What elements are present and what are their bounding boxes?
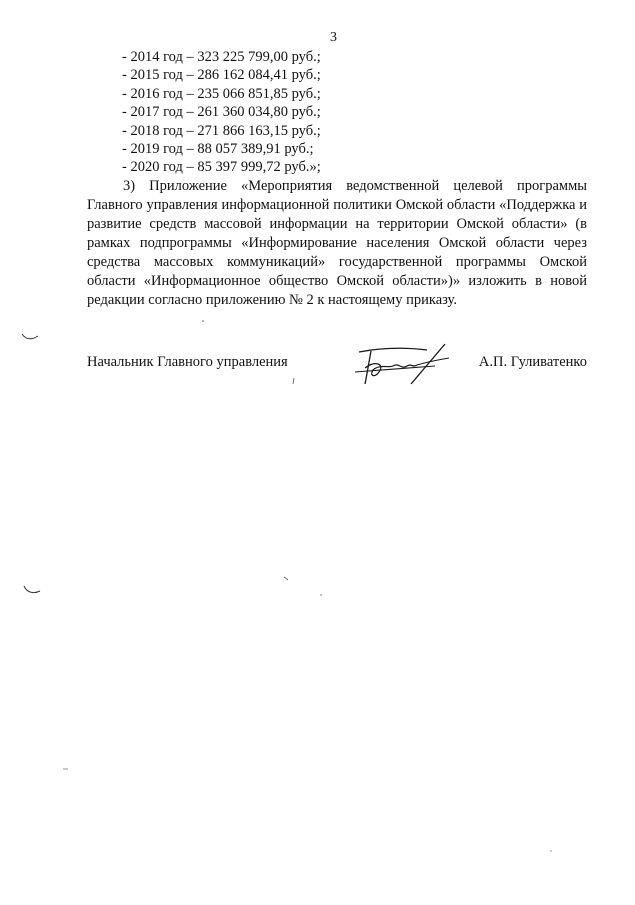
page-number: 3 <box>330 30 337 45</box>
scan-artifact-dot <box>318 592 324 598</box>
handwritten-signature-icon <box>349 338 459 390</box>
signature-block <box>87 350 587 400</box>
list-item: - 2019 год – 88 057 389,91 руб.; <box>122 141 314 158</box>
list-item: - 2014 год – 323 225 799,00 руб.; <box>122 49 321 65</box>
scan-artifact-mark <box>20 330 40 344</box>
list-item: - 2015 год – 286 162 084,41 руб.; <box>122 67 321 84</box>
signatory-title: Начальник Главного управления <box>87 354 288 370</box>
scan-artifact-dot <box>282 574 292 584</box>
scan-artifact-mark <box>22 583 42 597</box>
list-item: - 2018 год – 271 866 163,15 руб.; <box>122 122 321 139</box>
list-item: - 2016 год – 235 066 851,85 руб.; <box>122 85 321 102</box>
amendment-paragraph: 3) Приложение «Мероприятия ведомственной целевой программы Главного управления информационной политики Омской области «Поддержка и развитие средств массовой информации на территории Омской области» (в рамках подпрограммы «Информирование населения Омской области через средства массовых коммуникаций» государственной программы Омской области «Информационное общество Омской области»)» изложить в новой редакции согласно приложению № 2 к настоящему приказу. <box>87 178 587 308</box>
scan-artifact-dot <box>548 848 554 854</box>
list-item: - 2020 год – 85 397 999,72 руб.»; <box>122 159 321 176</box>
scan-artifact-dot <box>290 376 298 386</box>
signatory-name: А.П. Гуливатенко <box>478 354 587 370</box>
scan-artifact-dot <box>200 318 206 324</box>
scan-artifact-dot <box>62 766 70 772</box>
funding-amount-list <box>122 48 321 177</box>
list-item: - 2017 год – 261 360 034,80 руб.; <box>122 104 321 121</box>
